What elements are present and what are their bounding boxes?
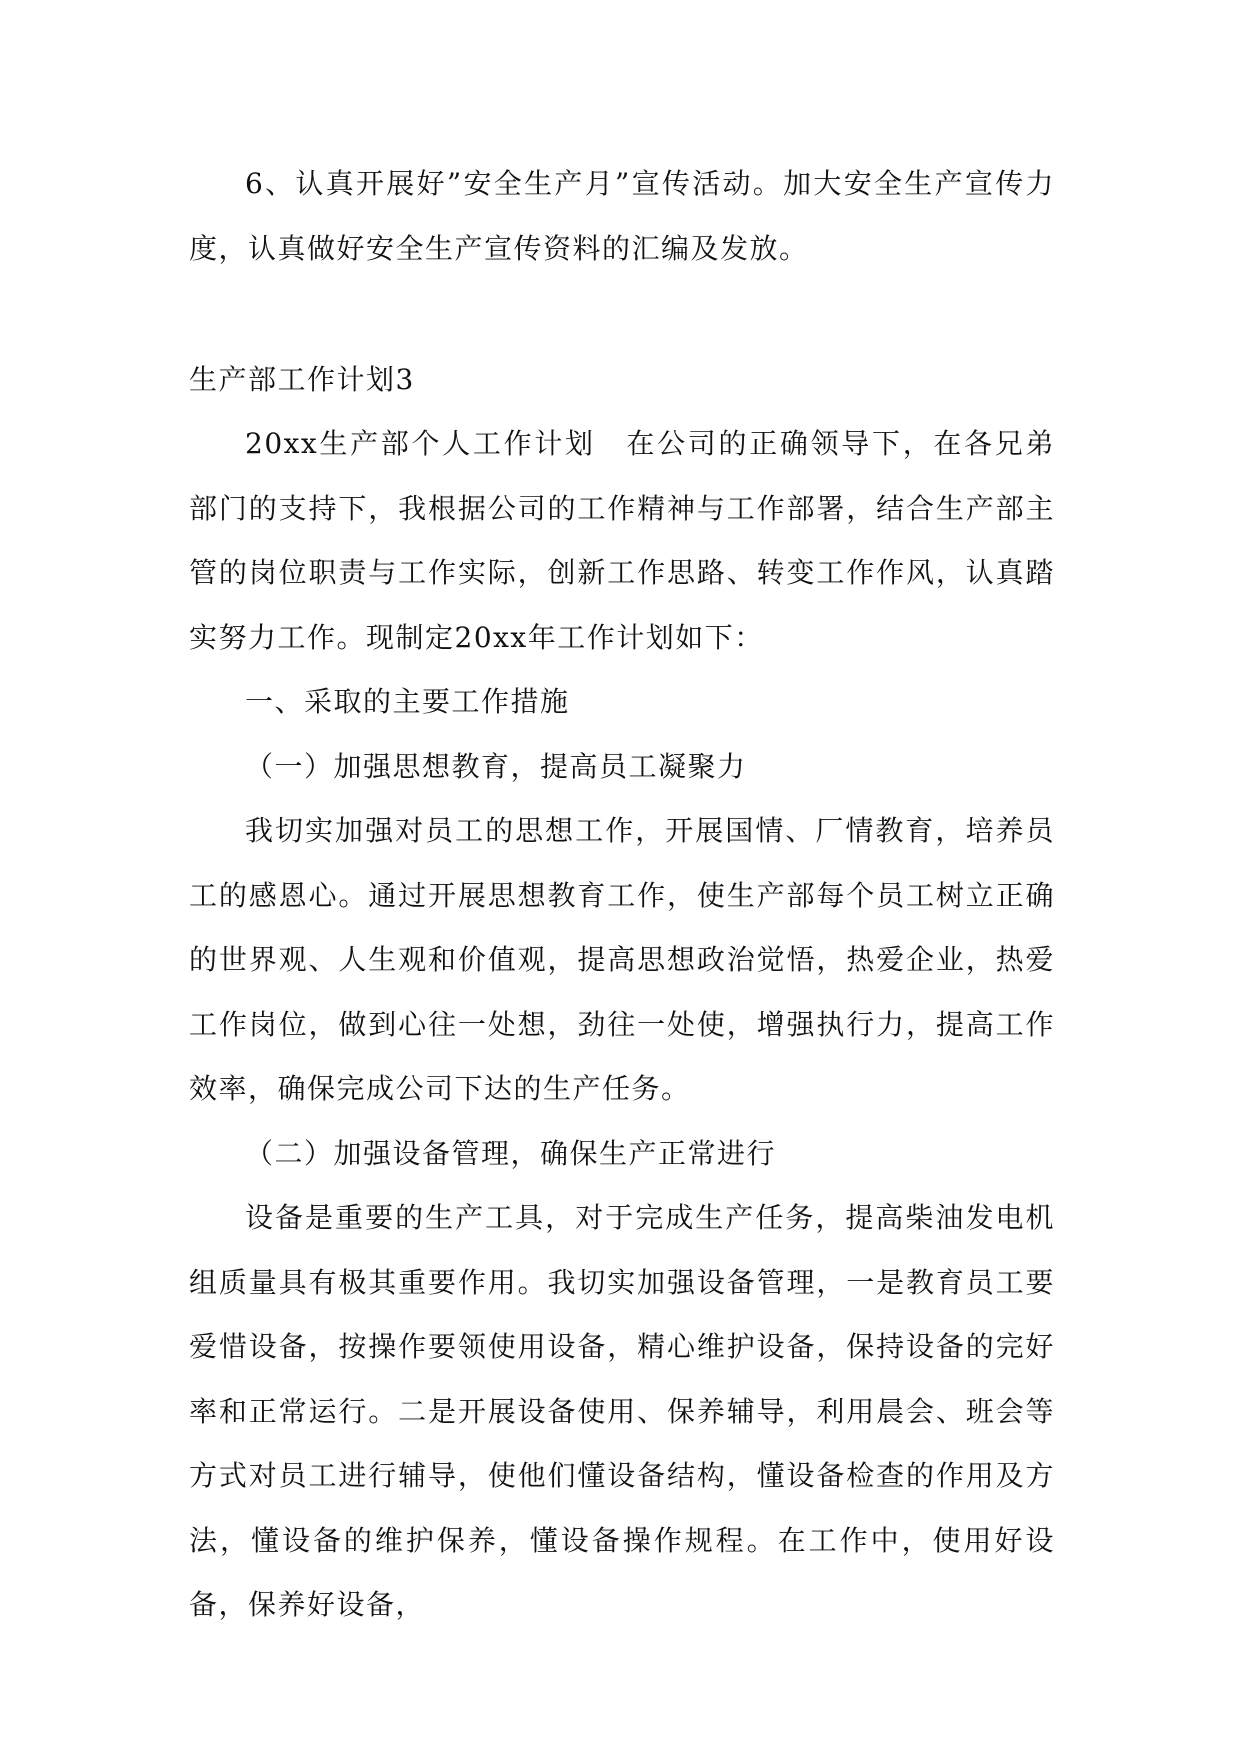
subheading-ideological-education: （一）加强思想教育，提高员工凝聚力 [245,749,747,783]
paragraph-equipment-management: 设备是重要的生产工具，对于完成生产任务，提高柴油发电机组质量具有极其重要作用。我切实加强设备管理，一是教育员工要爱惜设备，按操作要领使用设备，精心维护设备，保持设备的完好率和正常运行。二是开展设备使用、保养辅导，利用晨会、班会等方式对员工进行辅导，使他们懂设备结构，懂设备检查的作用及方法，懂设备的维护保养，懂设备操作规程。在工作中，使用好设备，保养好设备， [189,1201,1055,1621]
heading-main-measures: 一、采取的主要工作措施 [245,685,570,718]
section-body [189,412,1055,1638]
intro-paragraph: 20xx生产部个人工作计划 在公司的正确领导下，在各兄弟部门的支持下，我根据公司的工作精神与工作部署，结合生产部主管的岗位职责与工作实际，创新工作思路、转变工作作风，认真踏实努力工作。现制定20xx年工作计划如下： [189,427,1055,654]
section-title: 生产部工作计划3 [189,363,415,396]
paragraph-ideological-education: 我切实加强对员工的思想工作，开展国情、厂情教育，培养员工的感恩心。通过开展思想教育工作，使生产部每个员工树立正确的世界观、人生观和价值观，提高思想政治觉悟，热爱企业，热爱工作岗位，做到心往一处想，劲往一处使，增强执行力，提高工作效率，确保完成公司下达的生产任务。 [189,814,1055,1105]
subheading-equipment-management: （二）加强设备管理，确保生产正常进行 [245,1136,777,1170]
paragraph-item-6: 6、认真开展好”安全生产月”宣传活动。加大安全生产宣传力度，认真做好安全生产宣传资料的汇编及发放。 [189,167,1055,265]
